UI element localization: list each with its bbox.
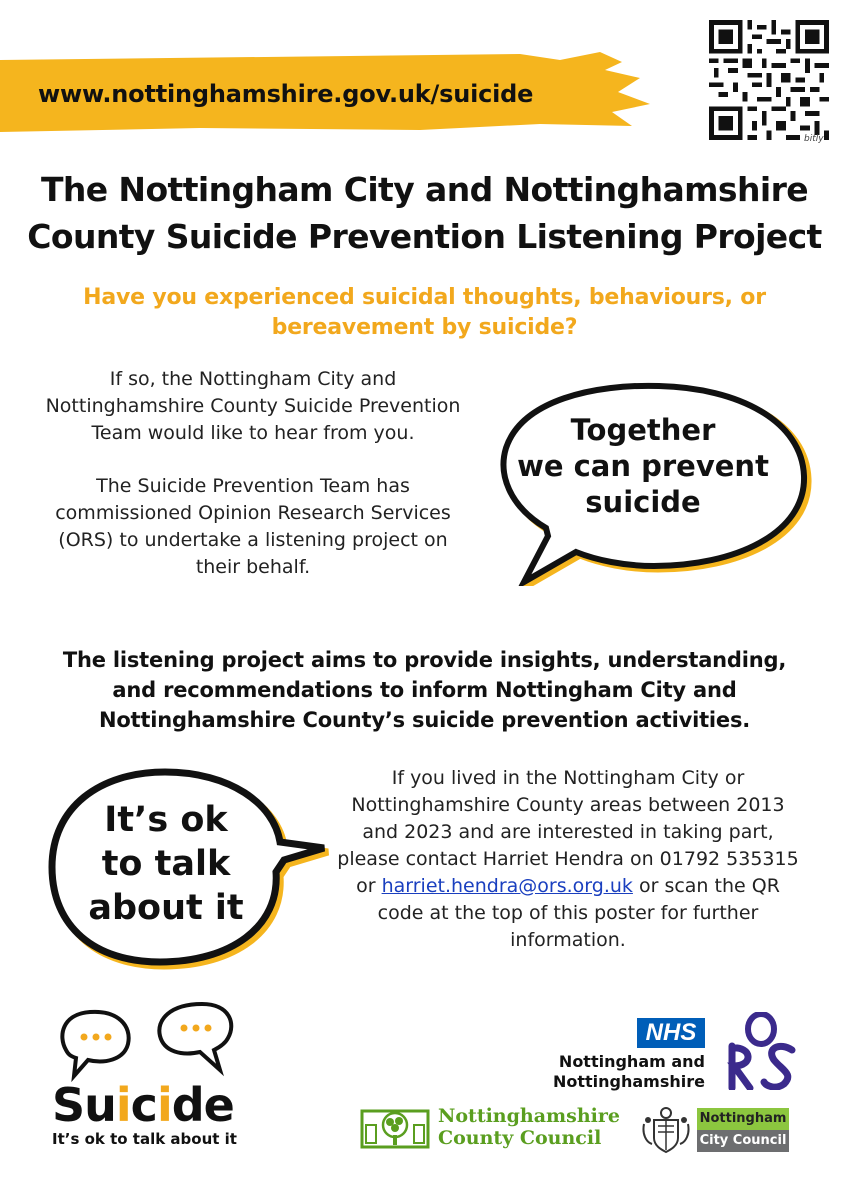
aims-line-2: and recommendations to inform Nottingham City and (112, 678, 737, 702)
wordmark-part-3: de (171, 1078, 234, 1132)
nhs-org-name (540, 1052, 705, 1092)
aims-line-3: Nottinghamshire County’s suicide prevention activities. (98, 708, 751, 732)
bubble-ok-line-1: It’s ok (104, 800, 228, 840)
nhs-line-1: Nottingham and (558, 1052, 705, 1071)
qr-tag: bitly (804, 134, 824, 144)
suicide-logo-wordmark (52, 1078, 234, 1132)
contact-text (336, 765, 800, 954)
aims-line-1: The listening project aims to provide insights, understanding, (62, 648, 787, 672)
qr-code[interactable] (709, 20, 829, 140)
wordmark-i-1: i (115, 1078, 131, 1132)
contact-email-link[interactable]: harriet.hendra@ors.org.uk (381, 875, 633, 897)
wordmark-i-2: i (156, 1078, 172, 1132)
county-council-name (438, 1105, 620, 1149)
project-aims (30, 645, 819, 735)
intro-text (38, 366, 468, 607)
county-line-2: County Council (438, 1127, 602, 1149)
bubble-ok-line-3: about it (88, 888, 244, 928)
bubble-together-line-2: we can prevent (517, 449, 769, 483)
city-council-name-top: Nottingham (697, 1108, 789, 1130)
page-title (20, 166, 829, 260)
city-council-name-bottom: City Council (697, 1130, 789, 1152)
nhs-line-2: Nottinghamshire (552, 1072, 705, 1091)
chat-bubbles-icon (52, 1000, 242, 1090)
bubble-ok-text (68, 798, 264, 930)
contact-before: If you lived in the Nottingham City or Nottinghamshire County areas between 2013 and 2023 and are interested in taking part, please contact Harriet Hendra on 01792 535315 or (337, 767, 799, 897)
nhs-logo: NHS (637, 1018, 705, 1048)
suicide-logo-tagline: It’s ok to talk about it (52, 1130, 237, 1148)
bubble-ok-line-2: to talk (101, 844, 231, 884)
subtitle-line-1: Have you experienced suicidal thoughts, behaviours, or (83, 285, 766, 310)
title-line-1: The Nottingham City and Nottinghamshire (40, 170, 809, 209)
intro-paragraph-1: If so, the Nottingham City and Nottinghamshire County Suicide Prevention Team would like to hear from you. (45, 368, 461, 444)
title-line-2: County Suicide Prevention Listening Project (27, 217, 822, 256)
question-subtitle (40, 283, 809, 343)
wordmark-part-2: c (130, 1078, 157, 1132)
county-council-tree-emblem (360, 1105, 430, 1149)
county-line-1: Nottinghamshire (438, 1105, 620, 1127)
contact-after: or scan the QR code at the top of this poster for further information. (377, 875, 780, 951)
intro-paragraph-2: The Suicide Prevention Team has commissioned Opinion Research Services (ORS) to undertake a listening project on their behalf. (55, 475, 451, 578)
website-url[interactable]: www.nottinghamshire.gov.uk/suicide (38, 80, 534, 108)
wordmark-part-1: Su (52, 1078, 116, 1132)
bubble-together-text (516, 412, 770, 520)
bubble-together-line-1: Together (570, 413, 716, 447)
city-council-crest (640, 1104, 692, 1154)
ors-logo (722, 1012, 800, 1090)
bubble-together-line-3: suicide (585, 485, 701, 519)
subtitle-line-2: bereavement by suicide? (271, 315, 578, 340)
